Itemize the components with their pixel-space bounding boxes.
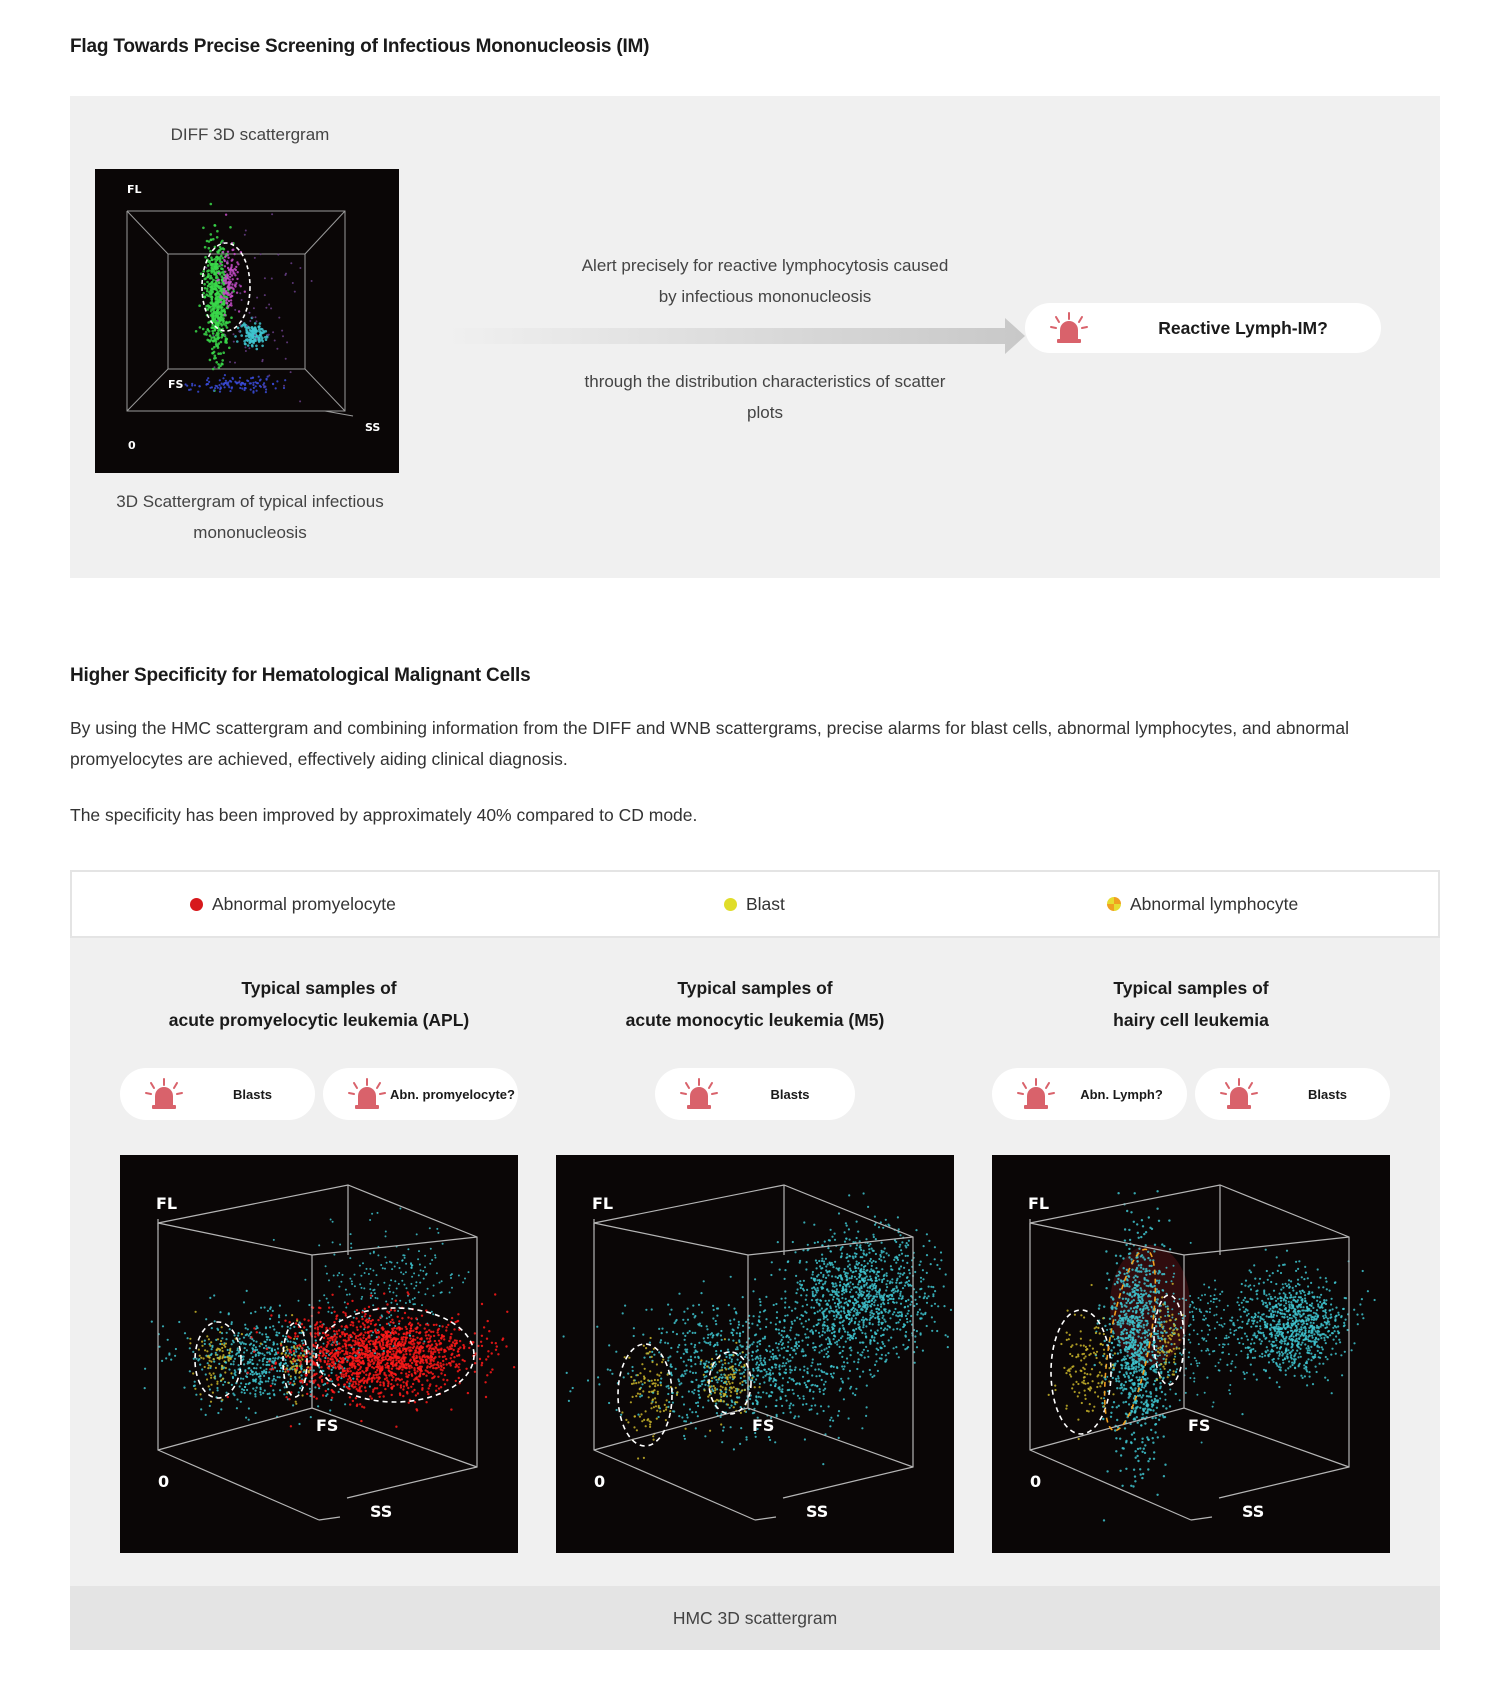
flag-label: Blasts [232, 1086, 273, 1102]
hmc-axis-fl: FL [592, 1194, 614, 1213]
flag-label: Blasts [1307, 1086, 1348, 1102]
sample-title-line1: Typical samples of [677, 978, 833, 998]
red-dot-icon [190, 898, 203, 911]
blast-region-outline [195, 1322, 241, 1398]
hmc-axis-ss: SS [1242, 1502, 1265, 1521]
hmc-axis-fs: FS [316, 1416, 339, 1435]
sample-title-line1: Typical samples of [1113, 978, 1269, 998]
through-line1: through the distribution characteristics of scatter [584, 372, 946, 391]
sample-title-line2: hairy cell leukemia [1113, 1010, 1269, 1030]
im-panel [70, 96, 1440, 578]
flag-abn-lymph [992, 1068, 1187, 1120]
sample-title-m5 [556, 972, 954, 1036]
cell-points [120, 1208, 518, 1428]
legend-label: Abnormal promyelocyte [212, 893, 396, 914]
cell-type-legend [70, 870, 1440, 938]
legend-abnormal-lymphocyte [1107, 872, 1298, 936]
flag-label: Blasts [770, 1086, 810, 1102]
diff-scatter-caption [70, 486, 430, 548]
hmc-axis-zero: 0 [158, 1472, 170, 1491]
diff-3d-scattergram [95, 169, 399, 473]
siren-icon [144, 1078, 184, 1110]
siren-icon [679, 1078, 719, 1110]
hmc-scattergram-apl [120, 1155, 518, 1553]
alert-line2: by infectious mononucleosis [658, 287, 872, 306]
cell-points [1048, 1190, 1376, 1553]
diff-caption-line1: 3D Scattergram of typical infectious [116, 492, 384, 511]
reactive-lymph-flag [1025, 303, 1381, 353]
sample-title-hcl [992, 972, 1390, 1036]
flag-label: Abn. Lymph? [1080, 1086, 1163, 1102]
hmc-axis-ss: SS [806, 1502, 829, 1521]
through-text [525, 366, 1005, 428]
flag-blasts [120, 1068, 315, 1120]
cyan-spread [563, 1276, 955, 1466]
hmc-description: By using the HMC scattergram and combining information from the DIFF and WNB scattergrams, precise alarms for blast cells, abnormal lymphocytes, and abnormal promyelocytes are achieved, effectively aiding clinical diagnosis. [70, 718, 1349, 769]
lymph-cluster [195, 203, 235, 392]
sample-title-line2: acute promyelocytic leukemia (APL) [168, 1010, 470, 1030]
neut-cluster [234, 317, 268, 351]
reactive-lymph-flag-label: Reactive Lymph-IM? [1158, 317, 1328, 338]
hmc-axis-zero: 0 [594, 1472, 606, 1491]
sample-title-line1: Typical samples of [241, 978, 397, 998]
siren-icon [1049, 312, 1089, 344]
blast-cluster [1048, 1284, 1116, 1440]
legend-label: Blast [746, 893, 785, 914]
hmc-axis-fl: FL [156, 1194, 178, 1213]
diff-axis-zero: 0 [128, 439, 136, 452]
cyan-spread [120, 1290, 385, 1425]
hmc-scattergram-hcl [992, 1155, 1390, 1553]
hmc-axis-ss: SS [370, 1502, 393, 1521]
siren-icon [1219, 1078, 1259, 1110]
cyan-upper [273, 1208, 470, 1350]
hmc-axis-fs: FS [752, 1416, 775, 1435]
hmc-scattergram-m5 [556, 1155, 954, 1553]
alert-text [525, 250, 1005, 312]
arrow-graphic [445, 316, 1025, 356]
diff-axis-fs: FS [168, 378, 184, 391]
flag-blasts [1195, 1068, 1390, 1120]
neut-cluster [1206, 1249, 1375, 1416]
hmc-footer-caption [70, 1586, 1440, 1650]
diff-axis-fl: FL [127, 183, 142, 196]
alert-line1: Alert precisely for reactive lymphocytosis caused [581, 256, 949, 275]
specificity-note: The specificity has been improved by approximately 40% compared to CD mode. [70, 805, 698, 825]
yellow-dot-icon [724, 898, 737, 911]
legend-label: Abnormal lymphocyte [1130, 893, 1299, 914]
diff-caption-line2: mononucleosis [193, 523, 307, 542]
siren-icon [347, 1078, 387, 1110]
siren-icon [1016, 1078, 1056, 1110]
hmc-axis-zero: 0 [1030, 1472, 1042, 1491]
footer-label: HMC 3D scattergram [672, 1607, 838, 1628]
sample-title-line2: acute monocytic leukemia (M5) [625, 1010, 885, 1030]
through-line2: plots [747, 403, 783, 422]
section-heading-im: Flag Towards Precise Screening of Infectious Mononucleosis (IM) [70, 36, 650, 57]
flag-label: Abn. promyelocyte? [390, 1086, 515, 1102]
hmc-axis-fs: FS [1188, 1416, 1211, 1435]
sample-title-apl [120, 972, 518, 1036]
cube-frame [158, 1185, 477, 1520]
flag-abn-promyelocyte [323, 1068, 518, 1120]
diff-cube-frame [127, 211, 353, 416]
section-heading-hmc: Higher Specificity for Hematological Malignant Cells [70, 665, 531, 686]
flag-blasts [655, 1068, 855, 1120]
diff-scatter-title: DIFF 3D scattergram [170, 125, 330, 144]
debris-cluster [185, 374, 287, 394]
hmc-samples-panel [70, 938, 1440, 1586]
hmc-axis-fl: FL [1028, 1194, 1050, 1213]
half-dot-icon [1107, 897, 1121, 911]
diff-axis-ss: SS [365, 421, 381, 434]
legend-abnormal-promyelocyte [190, 872, 396, 936]
legend-blast [724, 872, 785, 936]
